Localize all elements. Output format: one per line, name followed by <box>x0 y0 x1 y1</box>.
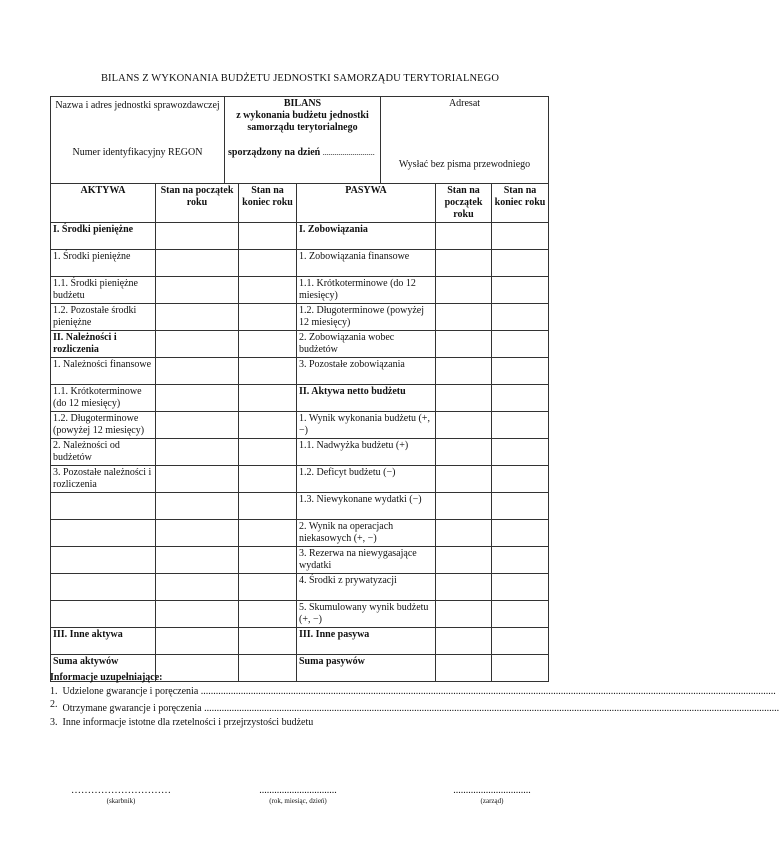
aktywa-label: 2. Należności od budżetów <box>51 439 156 466</box>
aktywa-start-value[interactable] <box>156 628 239 655</box>
signature-skarbnik <box>66 785 176 805</box>
table-row <box>51 412 549 439</box>
date-field[interactable]: .......................... <box>322 148 375 157</box>
aktywa-start-value[interactable] <box>156 520 239 547</box>
aktywa-end-value[interactable] <box>239 520 297 547</box>
pasywa-start-value[interactable] <box>436 412 492 439</box>
pasywa-end-value[interactable] <box>492 304 549 331</box>
aktywa-label <box>51 493 156 520</box>
aktywa-end-value[interactable] <box>239 277 297 304</box>
pasywa-start-value[interactable] <box>436 331 492 358</box>
pasywa-label: 2. Zobowiązania wobec budżetów <box>297 331 436 358</box>
aktywa-label <box>51 601 156 628</box>
col-aktywa-start: Stan na początek roku <box>156 184 239 223</box>
aktywa-label: Suma aktywów <box>51 655 156 682</box>
pasywa-start-value[interactable] <box>436 358 492 385</box>
zarzad-field[interactable]: ............................... <box>453 785 531 796</box>
aktywa-label: 1.2. Długoterminowe (powyżej 12 miesięcy) <box>51 412 156 439</box>
aktywa-label: I. Środki pieniężne <box>51 223 156 250</box>
pasywa-label: 1.2. Długoterminowe (powyżej 12 miesięcy) <box>297 304 436 331</box>
aktywa-label: 1.1. Krótkoterminowe (do 12 miesięcy) <box>51 385 156 412</box>
pasywa-label: 1. Zobowiązania finansowe <box>297 250 436 277</box>
pasywa-start-value[interactable] <box>436 574 492 601</box>
info-item-3-text: Inne informacje istotne dla rzetelności i przejrzystości budżetu <box>62 717 314 728</box>
aktywa-label <box>51 574 156 601</box>
aktywa-start-value[interactable] <box>156 466 239 493</box>
table-row <box>51 574 549 601</box>
col-pasywa-start: Stan na początek roku <box>436 184 492 223</box>
pasywa-start-value[interactable] <box>436 439 492 466</box>
table-row <box>51 628 549 655</box>
pasywa-start-value[interactable] <box>436 223 492 250</box>
aktywa-start-value[interactable] <box>156 385 239 412</box>
addressee-label: Adresat <box>448 98 481 109</box>
info-item-2-field[interactable]: ...................................................................................................................................................................................................................................... <box>204 703 779 714</box>
pasywa-start-value[interactable] <box>436 628 492 655</box>
aktywa-end-value[interactable] <box>239 304 297 331</box>
pasywa-end-value[interactable] <box>492 520 549 547</box>
pasywa-end-value[interactable] <box>492 358 549 385</box>
table-row <box>51 277 549 304</box>
table-row <box>51 250 549 277</box>
aktywa-end-value[interactable] <box>239 385 297 412</box>
unit-info-cell <box>51 97 225 184</box>
aktywa-start-value[interactable] <box>156 223 239 250</box>
pasywa-end-value[interactable] <box>492 601 549 628</box>
table-row <box>51 331 549 358</box>
page-title: BILANS Z WYKONANIA BUDŻETU JEDNOSTKI SAMORZĄDU TERYTORIALNEGO <box>100 73 500 84</box>
table-row <box>51 547 549 574</box>
addressee-cell <box>381 97 549 184</box>
pasywa-label: 5. Skumulowany wynik budżetu (+, −) <box>297 601 436 628</box>
table-header-row <box>51 184 549 223</box>
table-row <box>51 304 549 331</box>
col-aktywa: AKTYWA <box>51 184 156 223</box>
aktywa-end-value[interactable] <box>239 331 297 358</box>
aktywa-start-value[interactable] <box>156 547 239 574</box>
header-box <box>50 96 549 184</box>
skarbnik-field[interactable]: ………………………… <box>71 785 171 796</box>
balance-subtitle-2: samorządu terytorialnego <box>247 122 358 133</box>
aktywa-end-value[interactable] <box>239 574 297 601</box>
info-item-2-text: Otrzymane gwarancje i poręczenia <box>62 703 202 714</box>
table-row <box>51 358 549 385</box>
table-row <box>51 223 549 250</box>
pasywa-end-value[interactable] <box>492 439 549 466</box>
pasywa-end-value[interactable] <box>492 574 549 601</box>
info-item-3: 3. Inne informacje istotne dla rzetelności i przejrzystości budżetu <box>50 717 314 728</box>
aktywa-start-value[interactable] <box>156 250 239 277</box>
signature-zarzad <box>437 785 547 805</box>
aktywa-label: II. Należności i rozliczenia <box>51 331 156 358</box>
pasywa-end-value[interactable] <box>492 493 549 520</box>
table-row <box>51 601 549 628</box>
table-row <box>51 439 549 466</box>
pasywa-label: 1. Wynik wykonania budżetu (+,−) <box>297 412 436 439</box>
balance-table <box>50 183 549 682</box>
pasywa-end-value[interactable] <box>492 331 549 358</box>
pasywa-label: 1.3. Niewykonane wydatki (−) <box>297 493 436 520</box>
pasywa-end-value[interactable] <box>492 412 549 439</box>
aktywa-end-value[interactable] <box>239 358 297 385</box>
pasywa-label: II. Aktywa netto budżetu <box>297 385 436 412</box>
pasywa-start-value[interactable] <box>436 466 492 493</box>
aktywa-start-value[interactable] <box>156 358 239 385</box>
date-sign-field[interactable]: ............................... <box>259 785 337 796</box>
pasywa-end-value[interactable] <box>492 466 549 493</box>
aktywa-label: 1. Środki pieniężne <box>51 250 156 277</box>
aktywa-end-value[interactable] <box>239 412 297 439</box>
pasywa-start-value[interactable] <box>436 385 492 412</box>
aktywa-start-value[interactable] <box>156 439 239 466</box>
table-row <box>51 493 549 520</box>
pasywa-end-value[interactable] <box>492 250 549 277</box>
pasywa-start-value[interactable] <box>436 601 492 628</box>
pasywa-label: 3. Pozostałe zobowiązania <box>297 358 436 385</box>
aktywa-label <box>51 547 156 574</box>
pasywa-start-value[interactable] <box>436 304 492 331</box>
pasywa-label: 1.2. Deficyt budżetu (−) <box>297 466 436 493</box>
aktywa-end-value[interactable] <box>239 628 297 655</box>
aktywa-start-value[interactable] <box>156 277 239 304</box>
aktywa-label: III. Inne aktywa <box>51 628 156 655</box>
table-row <box>51 385 549 412</box>
aktywa-end-value[interactable] <box>239 547 297 574</box>
aktywa-end-value[interactable] <box>239 493 297 520</box>
aktywa-end-value[interactable] <box>239 466 297 493</box>
pasywa-start-value[interactable] <box>436 493 492 520</box>
balance-subtitle-1: z wykonania budżetu jednostki <box>236 110 369 121</box>
table-row <box>51 520 549 547</box>
pasywa-end-value[interactable] <box>492 277 549 304</box>
send-note: Wysłać bez pisma przewodniego <box>398 159 531 170</box>
unit-name-label: Nazwa i adres jednostki sprawozdawczej <box>55 100 220 111</box>
pasywa-label: 4. Środki z prywatyzacji <box>297 574 436 601</box>
aktywa-start-value[interactable] <box>156 304 239 331</box>
info-heading: Informacje uzupełniające: <box>50 672 163 683</box>
aktywa-start-value[interactable] <box>156 574 239 601</box>
pasywa-end-value[interactable] <box>492 223 549 250</box>
pasywa-start-value[interactable] <box>436 547 492 574</box>
pasywa-label: 2. Wynik na operacjach niekasowych (+, −) <box>297 520 436 547</box>
col-aktywa-end: Stan na koniec roku <box>239 184 297 223</box>
pasywa-end-value[interactable] <box>492 385 549 412</box>
pasywa-label: 1.1. Krótkoterminowe (do 12 miesięcy) <box>297 277 436 304</box>
aktywa-start-value[interactable] <box>156 493 239 520</box>
aktywa-label: 1. Należności finansowe <box>51 358 156 385</box>
col-pasywa: PASYWA <box>297 184 436 223</box>
aktywa-label <box>51 520 156 547</box>
balance-title-cell <box>225 97 381 184</box>
info-item-2: 2. Otrzymane gwarancje i poręczenia ...................................................................................................................................................................................................................................... <box>50 699 779 714</box>
pasywa-start-value[interactable] <box>436 250 492 277</box>
balance-title: BILANS <box>283 98 322 109</box>
skarbnik-label: (skarbnik) <box>106 797 136 805</box>
date-label: sporządzony na dzień <box>228 147 321 158</box>
pasywa-end-value[interactable] <box>492 547 549 574</box>
pasywa-start-value[interactable] <box>436 277 492 304</box>
aktywa-label: 1.2. Pozostałe środki pieniężne <box>51 304 156 331</box>
col-pasywa-end: Stan na koniec roku <box>492 184 549 223</box>
info-item-1-text: Udzielone gwarancje i poręczenia <box>62 686 199 697</box>
info-item-1-field[interactable]: ...................................................................................................................................................................................................................................... <box>200 686 776 697</box>
pasywa-end-value[interactable] <box>492 628 549 655</box>
aktywa-start-value[interactable] <box>156 601 239 628</box>
info-item-1: 1. Udzielone gwarancje i poręczenia ...................................................................................................................................................................................................................................... <box>50 686 776 697</box>
pasywa-label: 1.1. Nadwyżka budżetu (+) <box>297 439 436 466</box>
pasywa-label: Suma pasywów <box>297 655 436 682</box>
aktywa-end-value[interactable] <box>239 439 297 466</box>
pasywa-label: III. Inne pasywa <box>297 628 436 655</box>
pasywa-label: 3. Rezerwa na niewygasające wydatki <box>297 547 436 574</box>
aktywa-end-value[interactable] <box>239 223 297 250</box>
signature-date <box>243 785 353 805</box>
pasywa-label: I. Zobowiązania <box>297 223 436 250</box>
date-sign-label: (rok, miesiąc, dzień) <box>269 797 327 805</box>
aktywa-end-value[interactable] <box>239 601 297 628</box>
aktywa-end-value[interactable] <box>239 250 297 277</box>
pasywa-start-value[interactable] <box>436 520 492 547</box>
aktywa-start-value[interactable] <box>156 331 239 358</box>
aktywa-label: 1.1. Środki pieniężne budżetu <box>51 277 156 304</box>
zarzad-label: (zarząd) <box>480 797 504 805</box>
aktywa-start-value[interactable] <box>156 412 239 439</box>
table-row <box>51 466 549 493</box>
aktywa-label: 3. Pozostałe należności i rozliczenia <box>51 466 156 493</box>
date-line <box>228 147 375 159</box>
regon-label: Numer identyfikacyjny REGON <box>72 147 203 158</box>
